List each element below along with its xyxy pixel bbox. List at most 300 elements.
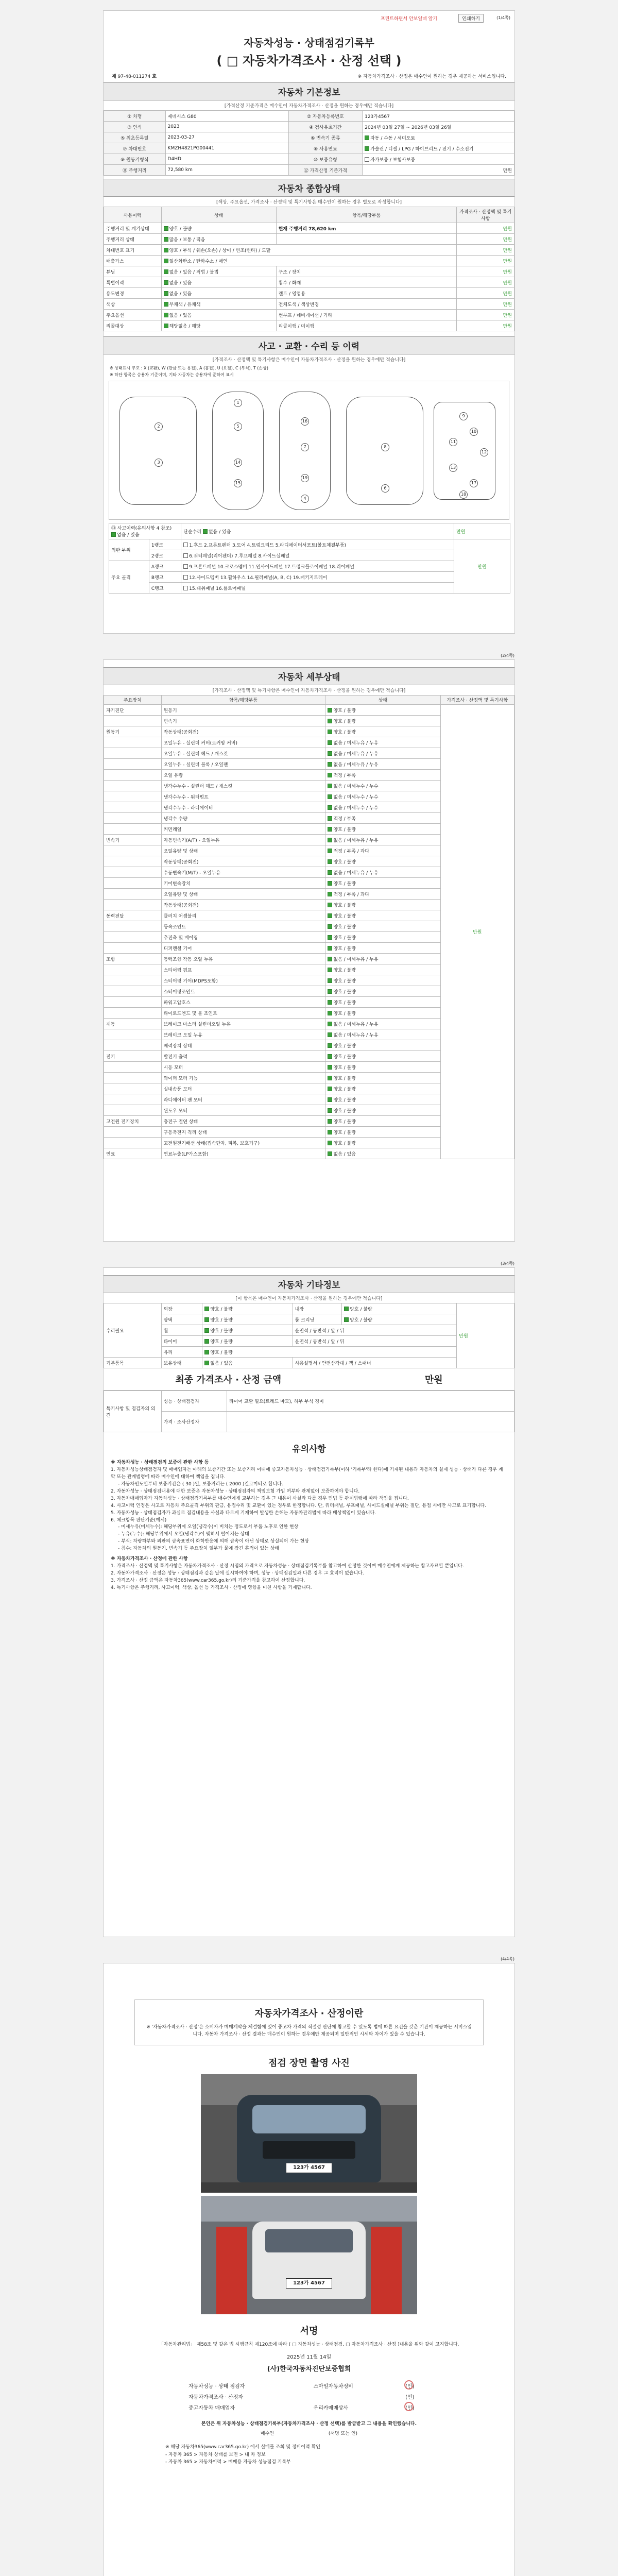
checkbox-icon[interactable] bbox=[204, 1307, 209, 1311]
part-label: 디퍼렌셜 기어 bbox=[161, 943, 325, 954]
part-state-text: 양호 / 불량 bbox=[333, 1141, 356, 1146]
row-state bbox=[161, 288, 276, 299]
checkbox-icon[interactable] bbox=[204, 1339, 209, 1344]
part-state-text: 없음 / 미세누유 / 누유 bbox=[333, 1022, 379, 1027]
checkbox-icon[interactable] bbox=[328, 1065, 332, 1070]
main-device-label bbox=[104, 716, 162, 726]
main-device-label bbox=[104, 748, 162, 759]
checkbox-icon[interactable] bbox=[183, 586, 188, 590]
checkbox-icon[interactable] bbox=[164, 280, 168, 285]
part-state bbox=[325, 878, 440, 889]
checkbox-icon[interactable] bbox=[328, 924, 332, 929]
outer-panel-label: 외판 부위 bbox=[109, 539, 149, 561]
part-label: 구동축전지 격리 상태 bbox=[161, 1127, 325, 1138]
sign-date: 2025년 11월 14일 bbox=[286, 2354, 332, 2361]
signer-role: 중고자동차 매매업자 bbox=[188, 2405, 235, 2412]
checkbox-icon[interactable] bbox=[328, 708, 332, 713]
checkbox-icon[interactable] bbox=[183, 564, 188, 569]
checkbox-icon[interactable] bbox=[164, 291, 168, 296]
part-state-text: 양호 / 불량 bbox=[333, 924, 356, 930]
checkbox-icon[interactable] bbox=[328, 730, 332, 734]
row-label: 주요옵션 bbox=[104, 310, 162, 320]
group-label: 기본품목 bbox=[104, 1358, 162, 1368]
rank-items-text: 9.프론트패널 10.크로스멤버 11.인사이드패널 17.트렁크플로어패널 18.리어패널 bbox=[189, 564, 354, 570]
checkbox-icon[interactable] bbox=[328, 946, 332, 951]
part-state-text: 양호 / 불량 bbox=[333, 1065, 356, 1071]
part-marker: 9 bbox=[459, 412, 468, 420]
table-row bbox=[104, 320, 514, 331]
checkbox-icon[interactable] bbox=[328, 1097, 332, 1102]
checkbox-icon[interactable] bbox=[183, 575, 188, 580]
checkbox-icon[interactable] bbox=[328, 978, 332, 983]
banner-text: ※ '자동차가격조사 · 산정'은 소비자가 매매계약을 체결함에 있어 중고차 가격의 적절성 판단에 참고할 수 있도록 법에 따른 요건을 갖춘 기관이 제공하는 서비스입니다. 자동차 가격조사 · 산정 결과는 매수인이 원하는 경우에만 제공되며 일반적인 시세와 차이가 있을 수 있습니다. bbox=[146, 2025, 472, 2038]
row-detail: 렌트 / 영업용 bbox=[276, 288, 457, 299]
page-4 bbox=[103, 1957, 515, 2576]
page-number: (2/4쪽) bbox=[501, 653, 514, 658]
part-label: 냉각수 수량 bbox=[161, 813, 325, 824]
checkbox-icon[interactable] bbox=[328, 838, 332, 842]
item-state-text: 양호 / 불량 bbox=[210, 1350, 233, 1355]
checkbox-icon[interactable] bbox=[328, 805, 332, 810]
part-state-text: 양호 / 불량 bbox=[333, 1076, 356, 1081]
page-1 bbox=[103, 10, 515, 634]
checkbox-icon[interactable] bbox=[204, 1350, 209, 1354]
special-notes-label: 특기사항 및 점검자의 의견 bbox=[104, 1391, 162, 1432]
row-detail: 썬루프 / 네비게이션 / 기타 bbox=[276, 310, 457, 320]
signer-role: 자동차가격조사 · 산정자 bbox=[188, 2395, 244, 2401]
main-device-label bbox=[104, 921, 162, 932]
part-label: 시동 모터 bbox=[161, 1062, 325, 1073]
rank-label: 2랭크 bbox=[149, 550, 181, 561]
checkbox-icon[interactable] bbox=[365, 146, 369, 151]
checkbox-icon[interactable] bbox=[328, 968, 332, 972]
item-state bbox=[202, 1336, 293, 1347]
part-state-text: 양호 / 불량 bbox=[333, 827, 356, 833]
accident-title: 사고 · 교환 · 수리 등 이력 bbox=[104, 336, 514, 354]
part-state bbox=[325, 716, 440, 726]
part-marker: 16 bbox=[301, 417, 309, 426]
part-label: 기어변속장치 bbox=[161, 878, 325, 889]
table-row bbox=[104, 223, 514, 234]
part-label: 스티어링 펌프 bbox=[161, 964, 325, 975]
part-label: 냉각수누수 - 워터펌프 bbox=[161, 791, 325, 802]
checkbox-icon[interactable] bbox=[328, 751, 332, 756]
part-state bbox=[325, 1127, 440, 1138]
accident-value: 없음 / 있음 bbox=[117, 533, 140, 538]
part-state bbox=[325, 867, 440, 878]
part-state bbox=[325, 910, 440, 921]
main-device-label: 변속기 bbox=[104, 835, 162, 845]
part-state bbox=[325, 726, 440, 737]
part-state-text: 없음 / 미세누유 / 누유 bbox=[333, 751, 379, 757]
part-state bbox=[325, 889, 440, 900]
state-text: 없음 / 있음 / 적법 / 불법 bbox=[169, 269, 219, 275]
part-state-text: 적정 / 부족 bbox=[333, 773, 356, 778]
row-label: 특별이력 bbox=[104, 277, 162, 288]
rank-items bbox=[181, 550, 454, 561]
seal-mark: (인) bbox=[405, 2395, 415, 2401]
part-label: 커먼레일 bbox=[161, 824, 325, 835]
part-state bbox=[325, 954, 440, 964]
part-marker: 11 bbox=[449, 438, 457, 446]
item-position: 운전석 / 동반석 / 앞 / 뒤 bbox=[293, 1325, 457, 1336]
plate-front: 123가 4567 bbox=[286, 2163, 332, 2173]
row-state bbox=[161, 266, 276, 277]
row-state bbox=[161, 320, 276, 331]
main-device-label bbox=[104, 943, 162, 954]
checkbox-icon[interactable] bbox=[164, 259, 168, 263]
rank-label: 1랭크 bbox=[149, 539, 181, 550]
part-marker: 13 bbox=[449, 464, 457, 472]
checkbox-icon[interactable] bbox=[328, 935, 332, 940]
part-state-text: 없음 / 미세누수 / 누수 bbox=[333, 794, 379, 800]
field-label: ⑥ 변속기 종류 bbox=[288, 132, 362, 143]
checkbox-icon[interactable] bbox=[344, 1307, 349, 1311]
part-state-text: 양호 / 불량 bbox=[333, 935, 356, 941]
checkbox-icon[interactable] bbox=[328, 1011, 332, 1015]
checkbox-icon[interactable] bbox=[328, 816, 332, 821]
rank-label: A랭크 bbox=[149, 561, 181, 572]
main-device-label bbox=[104, 1073, 162, 1083]
print-button[interactable]: 인쇄하기 bbox=[458, 14, 484, 23]
checkbox-icon[interactable] bbox=[328, 870, 332, 875]
photo-title: 점검 장면 촬영 사진 bbox=[268, 2057, 350, 2069]
item-state-text: 양호 / 불량 bbox=[210, 1328, 233, 1334]
main-device-label bbox=[104, 932, 162, 943]
checkbox-icon[interactable] bbox=[164, 226, 168, 231]
checkbox-icon[interactable] bbox=[328, 794, 332, 799]
checkbox-icon[interactable] bbox=[328, 827, 332, 832]
checkbox-icon[interactable] bbox=[328, 1130, 332, 1134]
repair-label: 단순수리 bbox=[183, 529, 201, 535]
part-marker: 12 bbox=[480, 448, 488, 456]
checkbox-icon[interactable] bbox=[328, 1108, 332, 1113]
col-header: 가격조사 · 산정액 및 특기사항 bbox=[440, 696, 514, 705]
checkbox-icon[interactable] bbox=[164, 248, 168, 252]
row-state bbox=[161, 299, 276, 310]
part-marker: 6 bbox=[381, 484, 389, 493]
accident-label: ⑬ 사고이력(유의사항 4 참조) bbox=[111, 526, 172, 531]
detail-status-note: [가격조사 · 산정액 및 특기사항은 매수인이 자동차가격조사 · 산정을 원하는 경우에만 적습니다] bbox=[212, 688, 406, 693]
part-state bbox=[325, 1062, 440, 1073]
checkbox-icon[interactable] bbox=[328, 1087, 332, 1091]
field-value bbox=[363, 132, 514, 143]
part-state-text: 양호 / 불량 bbox=[333, 719, 356, 724]
field-value: 123가4567 bbox=[363, 111, 514, 122]
rank-items bbox=[181, 572, 454, 583]
checkbox-icon[interactable] bbox=[328, 989, 332, 994]
part-state-text: 양호 / 불량 bbox=[333, 881, 356, 887]
checkbox-icon[interactable] bbox=[365, 135, 369, 140]
main-device-label bbox=[104, 1040, 162, 1051]
part-marker: 19 bbox=[301, 474, 309, 482]
part-state bbox=[325, 824, 440, 835]
part-state-text: 양호 / 불량 bbox=[333, 1087, 356, 1092]
detail-status-table bbox=[104, 695, 514, 1159]
row-state bbox=[161, 277, 276, 288]
accident-history-table bbox=[109, 523, 510, 594]
part-marker: 7 bbox=[301, 443, 309, 451]
cert-number: 97-48-011274 bbox=[117, 74, 151, 79]
main-device-label bbox=[104, 802, 162, 813]
part-label: 오일 유량 bbox=[161, 770, 325, 781]
checkbox-icon[interactable] bbox=[328, 881, 332, 886]
part-state-text: 양호 / 불량 bbox=[333, 1043, 356, 1049]
rank-label: B랭크 bbox=[149, 572, 181, 583]
checkbox-icon[interactable] bbox=[328, 1000, 332, 1005]
checkbox-icon[interactable] bbox=[328, 859, 332, 864]
field-label: ⑪ 주행거리 bbox=[104, 165, 166, 176]
part-state bbox=[325, 1094, 440, 1105]
part-label: 원동기 bbox=[161, 705, 325, 716]
main-device-label bbox=[104, 845, 162, 856]
table-row bbox=[104, 310, 514, 320]
row-detail: 리콜이행 / 미이행 bbox=[276, 320, 457, 331]
part-state-text: 양호 / 불량 bbox=[333, 1011, 356, 1016]
rank-items-text: 12.사이드멤버 13.휠하우스 14.필러패널(A, B, C) 19.패키지트레이 bbox=[189, 575, 328, 581]
footer-line: - 자동차 365 > 자동차이력 > 매매용 자동차 성능점검 기록부 bbox=[165, 2459, 291, 2465]
basic-info-table bbox=[104, 110, 514, 176]
checkbox-icon[interactable] bbox=[111, 532, 116, 537]
signer-name: 스마일자동차정비 bbox=[313, 2384, 353, 2390]
page-number: (3/4쪽) bbox=[501, 1261, 514, 1266]
part-state bbox=[325, 781, 440, 791]
checkbox-icon[interactable] bbox=[328, 913, 332, 918]
accident-legend-2: ※ 하단 항목은 승용차 기준이며, 기타 자동차는 승용차에 준하여 표시 bbox=[110, 372, 234, 377]
price-service-banner bbox=[134, 1999, 484, 2045]
row-price: 만원 bbox=[457, 266, 514, 277]
state-text: 없음 / 있음 bbox=[169, 280, 192, 286]
checkbox-icon[interactable] bbox=[328, 903, 332, 907]
main-device-label bbox=[104, 791, 162, 802]
checkbox-icon[interactable] bbox=[328, 1043, 332, 1048]
checkbox-icon[interactable] bbox=[328, 1022, 332, 1026]
inspector-label: 성능 · 상태점검자 bbox=[161, 1391, 227, 1412]
row-detail: 침수 / 화재 bbox=[276, 277, 457, 288]
other-info-note: [이 항목은 매수인이 자동차가격조사 · 산정을 원하는 경우에만 적습니다] bbox=[235, 1296, 383, 1301]
row-label: 배출가스 bbox=[104, 256, 162, 266]
checkbox-icon[interactable] bbox=[328, 719, 332, 723]
part-state bbox=[325, 1019, 440, 1029]
checkbox-icon[interactable] bbox=[328, 740, 332, 745]
field-label: ⑩ 보증유형 bbox=[288, 154, 362, 165]
appraiser-label: 가격 · 조사산정자 bbox=[161, 1412, 227, 1432]
caution-line: 3. 자동차매매업자가 자동차성능 · 상태점검기록부를 매수인에게 교부하는 경우 그 내용이 사실과 다를 경우 민법 등 관계법령에 따라 책임을 집니다. bbox=[111, 1496, 409, 1501]
part-label: 발전기 출력 bbox=[161, 1051, 325, 1062]
row-price: 만원 bbox=[457, 245, 514, 256]
inspection-photo-front bbox=[201, 2074, 417, 2193]
accident-price: 만원 bbox=[454, 523, 510, 539]
rank-items bbox=[181, 583, 454, 594]
car-outline-left bbox=[119, 397, 197, 505]
accident-legend-1: ※ 상태표시 부호 : X (교환), W (판금 또는 용접), A (흠집), U (요철), C (부식), T (손상) bbox=[110, 366, 269, 370]
caution-line: - 자동차인도일부터 보증기간은 ( 30 )일, 보증거리는 ( 2000 )킬로미터로 합니다. bbox=[118, 1481, 283, 1487]
part-state bbox=[325, 802, 440, 813]
part-state-text: 양호 / 불량 bbox=[333, 1119, 356, 1125]
checkbox-icon[interactable] bbox=[328, 773, 332, 777]
part-state bbox=[325, 932, 440, 943]
part-state bbox=[325, 1008, 440, 1019]
repair-row bbox=[181, 523, 454, 539]
inspector-opinion: 타이어 교환 필요(트레드 마모), 하부 부식 경미 bbox=[227, 1391, 514, 1412]
main-device-label bbox=[104, 1083, 162, 1094]
checkbox-icon[interactable] bbox=[164, 237, 168, 242]
checkbox-icon[interactable] bbox=[328, 1119, 332, 1124]
main-device-label bbox=[104, 1105, 162, 1116]
receive-confirm: 본인은 위 자동차성능 · 상태점검기록부(자동차가격조사 · 산정 선택)를 발급받고 그 내용을 확인했습니다. bbox=[201, 2421, 417, 2427]
main-device-label bbox=[104, 1127, 162, 1138]
table-row bbox=[104, 299, 514, 310]
plate-rear: 123가 4567 bbox=[286, 2278, 332, 2289]
field-value: D4HD bbox=[165, 154, 288, 165]
part-state-text: 양호 / 불량 bbox=[333, 708, 356, 714]
main-device-label bbox=[104, 975, 162, 986]
part-marker: 2 bbox=[154, 422, 163, 431]
field-label: ⑨ 원동기형식 bbox=[104, 154, 166, 165]
row-label: 튜닝 bbox=[104, 266, 162, 277]
main-device-label bbox=[104, 1008, 162, 1019]
part-state-text: 양호 / 불량 bbox=[333, 946, 356, 952]
main-device-label bbox=[104, 997, 162, 1008]
checkbox-icon[interactable] bbox=[203, 529, 208, 534]
table-row bbox=[104, 245, 514, 256]
item-state-text: 양호 / 불량 bbox=[210, 1339, 233, 1345]
part-label: 브레이크 마스터 실린더오일 누유 bbox=[161, 1019, 325, 1029]
row-price: 만원 bbox=[457, 277, 514, 288]
table-row bbox=[104, 288, 514, 299]
col-header: 항목/해당부품 bbox=[276, 207, 457, 223]
checkbox-icon[interactable] bbox=[164, 269, 168, 274]
part-state-text: 적정 / 부족 / 과다 bbox=[333, 849, 370, 854]
part-state-text: 양호 / 불량 bbox=[333, 968, 356, 973]
checkbox-icon[interactable] bbox=[328, 1151, 332, 1156]
checkbox-icon[interactable] bbox=[183, 553, 188, 558]
item-label: 보유상태 bbox=[161, 1358, 202, 1368]
part-state bbox=[325, 737, 440, 748]
col-header: 항목/해당부품 bbox=[161, 696, 325, 705]
part-marker: 3 bbox=[154, 459, 163, 467]
cautions-body bbox=[111, 1460, 507, 1592]
checkbox-icon[interactable] bbox=[204, 1328, 209, 1333]
part-state-text: 양호 / 불량 bbox=[333, 903, 356, 908]
table-row bbox=[104, 277, 514, 288]
state-text: 없음 / 있음 bbox=[169, 291, 192, 297]
checkbox-icon[interactable] bbox=[183, 543, 188, 547]
row-price: 만원 bbox=[457, 223, 514, 234]
checkbox-icon[interactable] bbox=[204, 1361, 209, 1365]
checkbox-icon[interactable] bbox=[328, 1076, 332, 1080]
checkbox-icon[interactable] bbox=[344, 1317, 349, 1322]
part-label: 오일누유 - 실린더 커버(로커암 커버) bbox=[161, 737, 325, 748]
page-2 bbox=[103, 653, 515, 1242]
part-label: 오일누유 - 실린더 헤드 / 개스킷 bbox=[161, 748, 325, 759]
checkbox-icon[interactable] bbox=[328, 1141, 332, 1145]
repair-value: 없음 / 있음 bbox=[208, 529, 231, 535]
checkbox-icon[interactable] bbox=[164, 324, 168, 328]
caution-line: 3. 가격조사 · 산정 금액은 자동차365(www.car365.go.kr)의 기준가격을 참고하여 산정합니다. bbox=[111, 1578, 305, 1583]
part-state bbox=[325, 759, 440, 770]
part-label: 윈도우 모터 bbox=[161, 1105, 325, 1116]
checkbox-icon[interactable] bbox=[164, 313, 168, 317]
checkbox-icon[interactable] bbox=[328, 1054, 332, 1059]
group-label: 수리필요 bbox=[104, 1303, 162, 1358]
col-header: 가격조사 · 산정액 및 특기사항 bbox=[457, 207, 514, 223]
main-device-label: 원동기 bbox=[104, 726, 162, 737]
notice-text: ※ 자동차가격조사 · 산정은 매수인이 원하는 경우 제공하는 서비스입니다. bbox=[357, 74, 506, 79]
overall-status-note: [색상, 주요옵션, 가격조사 · 산정액 및 특기사항은 매수인이 원하는 경우 별도로 작성합니다] bbox=[216, 200, 402, 205]
other-info-title: 자동차 기타정보 bbox=[104, 1275, 514, 1293]
part-state bbox=[325, 1040, 440, 1051]
checkbox-icon[interactable] bbox=[328, 892, 332, 896]
checkbox-icon[interactable] bbox=[164, 302, 168, 307]
part-state bbox=[325, 900, 440, 910]
part-marker: 14 bbox=[234, 459, 242, 467]
checkbox-icon[interactable] bbox=[328, 784, 332, 788]
signer-role: 자동차성능 · 상태 점검자 bbox=[188, 2384, 245, 2390]
part-label: 오일유량 및 상태 bbox=[161, 845, 325, 856]
row-state bbox=[161, 256, 457, 266]
item-label: 타이어 bbox=[161, 1336, 202, 1347]
item-state bbox=[202, 1325, 293, 1336]
item-state-text: 양호 / 불량 bbox=[350, 1307, 372, 1312]
main-device-label bbox=[104, 1029, 162, 1040]
sign-title: 서명 bbox=[300, 2325, 318, 2336]
overall-status-title: 자동차 종합상태 bbox=[104, 179, 514, 197]
checkbox-icon[interactable] bbox=[328, 762, 332, 767]
checkbox-icon[interactable] bbox=[328, 957, 332, 961]
part-label: 충전구 절연 상태 bbox=[161, 1116, 325, 1127]
detail-price: 만원 bbox=[440, 705, 514, 1159]
main-device-label bbox=[104, 986, 162, 997]
checkbox-icon[interactable] bbox=[328, 1032, 332, 1037]
row-price: 만원 bbox=[457, 320, 514, 331]
banner-title: 자동차가격조사 · 산정이란 bbox=[254, 2008, 364, 2019]
checkbox-icon[interactable] bbox=[328, 849, 332, 853]
table-row bbox=[104, 705, 514, 716]
item-state bbox=[202, 1303, 293, 1314]
row-state bbox=[161, 234, 276, 245]
part-label: 라디에이터 팬 모터 bbox=[161, 1094, 325, 1105]
part-label: 변속기 bbox=[161, 716, 325, 726]
part-state bbox=[325, 1148, 440, 1159]
mileage-value: 현재 주행거리 78,620 km bbox=[278, 226, 336, 232]
part-state bbox=[325, 986, 440, 997]
sign-text: 「자동차관리법」 제58조 및 같은 법 시행규칙 제120조에 따라 ( □ 자동차성능 · 상태점검, □ 자동차가격조사 · 산정 )내용을 위와 같이 고지합니다. bbox=[159, 2342, 459, 2347]
caution-line: ※ 자동차성능 · 상태점검의 보증에 관한 사항 등 bbox=[111, 1460, 209, 1465]
part-state-text: 양호 / 불량 bbox=[333, 1097, 356, 1103]
item-state bbox=[342, 1303, 457, 1314]
print-help-link[interactable]: 프린트하면서 안보일때 알기 bbox=[380, 16, 437, 22]
signer-name bbox=[311, 2391, 403, 2402]
part-label: 실내송풍 모터 bbox=[161, 1083, 325, 1094]
part-label: 파워고압호스 bbox=[161, 997, 325, 1008]
part-label: 오일유량 및 상태 bbox=[161, 889, 325, 900]
basic-info-note: [가격산정 기준가격은 매수인이 자동차가격조사 · 산정을 원하는 경우에만 적습니다] bbox=[224, 104, 394, 109]
part-state bbox=[325, 813, 440, 824]
rank-label: C랭크 bbox=[149, 583, 181, 594]
final-price-label: 최종 가격조사 · 산정 금액 bbox=[175, 1375, 282, 1385]
checkbox-icon[interactable] bbox=[365, 157, 369, 162]
page-3 bbox=[103, 1261, 515, 1937]
row-detail: 구조 / 장치 bbox=[276, 266, 457, 277]
part-label: 냉각수누수 - 라디에이터 bbox=[161, 802, 325, 813]
checkbox-icon[interactable] bbox=[204, 1317, 209, 1322]
part-label: 배력장치 상태 bbox=[161, 1040, 325, 1051]
other-price: 만원 bbox=[457, 1303, 514, 1368]
item-state bbox=[342, 1314, 457, 1325]
field-value bbox=[363, 154, 514, 165]
part-label: 고전원전기배선 상태(접속단자, 피복, 보호기구) bbox=[161, 1138, 325, 1148]
